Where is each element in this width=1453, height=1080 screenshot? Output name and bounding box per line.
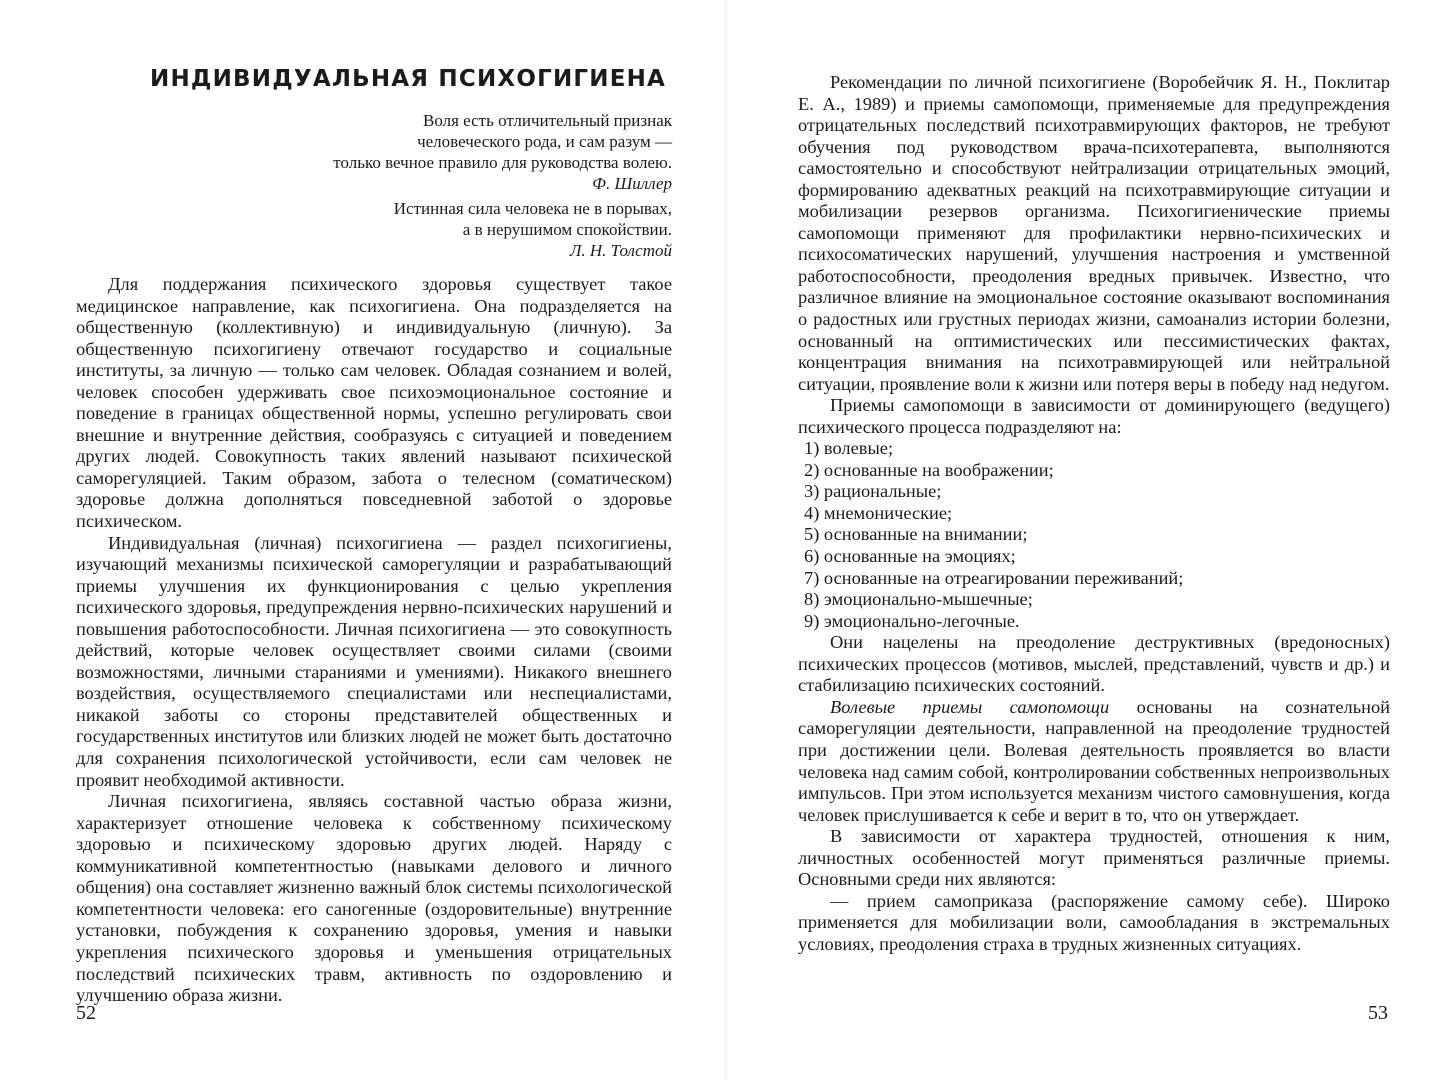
epigraph-line: человеческого рода, и сам разум — <box>417 132 672 151</box>
epigraph-author: Ф. Шиллер <box>592 174 672 193</box>
list-item: 1) волевые; <box>804 438 894 459</box>
list-item: 5) основанные на внимании; <box>804 524 1028 545</box>
right-page <box>726 0 1453 1080</box>
page-number: 53 <box>1368 1002 1388 1024</box>
body-paragraph-volevye <box>798 697 1390 826</box>
body-paragraph: Для поддержания психического здоровья существует такое медицинское направление, как психогигиена. Она подразделяется на общественную (коллективную) и индивидуальную (личную). За общественную психогигиену отвечают государство и социальные институты, за личную — только сам человек. Обладая сознанием и волей, человек способен удерживать свое психоэмоциональное состояние и поведение в границах общественной нормы, успешно регулировать свои внешние и внутренние действия, сообразуясь с ситуацией и поведением других людей. Совокупность таких явлений называют психической саморегуляцией. Таким образом, забота о телесном (соматическом) здоровье должна дополняться повседневной заботой о здоровье психическом. <box>76 274 672 532</box>
list-item: 8) эмоционально-мышечные; <box>804 589 1033 610</box>
epigraph-schiller <box>312 110 672 194</box>
left-body-text <box>76 274 672 1007</box>
italic-term: Волевые приемы самопомощи <box>830 696 1110 717</box>
body-paragraph: Приемы самопомощи в зависимости от доминирующего (ведущего) психического процесса подразделяют на: <box>798 395 1390 437</box>
list-item: 2) основанные на воображении; <box>804 459 1054 480</box>
page-number: 52 <box>76 1002 96 1024</box>
right-body-text <box>798 72 1390 955</box>
epigraph-line: Воля есть отличительный признак <box>422 111 672 130</box>
epigraph-tolstoy <box>312 198 672 261</box>
body-paragraph: Личная психогигиена, являясь составной частью образа жизни, характеризует отношение человека к собственному психическому здоровью и психическому здоровью других людей. Наряду с коммуникативной компетентностью (навыками делового и личного общения) она составляет жизненно важный блок системы психологической компетентности человека: его саногенные (оздоровительные) внутренние установки, побуждения к сохранению здоровья, умения и навыки укрепления психического здоровья и уменьшения отрицательных последствий психических травм, активность по оздоровлению и улучшению образа жизни. <box>76 791 672 1006</box>
list-item: 6) основанные на эмоциях; <box>804 546 1016 567</box>
list-item: 9) эмоционально-легочные. <box>804 610 1020 631</box>
body-paragraph: В зависимости от характера трудностей, отношения к ним, личностных особенностей могут применяться различные приемы. Основными среди них являются: <box>798 826 1390 890</box>
body-paragraph: Они нацелены на преодоление деструктивных (вредоносных) психических процессов (мотивов, мыслей, представлений, чувств и др.) и стабилизацию психических состояний. <box>798 632 1390 696</box>
body-paragraph: Рекомендации по личной психогигиене (Воробейчик Я. Н., Поклитар Е. А., 1989) и приемы самопомощи, применяемые для предупреждения отрицательных последствий психотравмирующих факторов, не требуют обучения под руководством врача-психотерапевта, выполняются самостоятельно и способствуют нейтрализации отрицательных эмоций, формированию адекватных реакций на психотравмирующие ситуации и мобилизации резервов организма. Психогигиенические приемы самопомощи применяют для профилактики нервно-психических и психосоматических нарушений, улучшения настроения и умственной работоспособности, преодоления вредных привычек. Известно, что различное влияние на эмоциональное состояние оказывают воспоминания о радостных или грустных периодах жизни, самоанализ истории болезни, основанный на оптимистических или пессимистических фактах, концентрация внимания на психотравмирующей или нейтральной ситуации, проявление воли к жизни или потеря веры в победу над недугом. <box>798 72 1390 394</box>
chapter-title: ИНДИВИДУАЛЬНАЯ ПСИХОГИГИЕНА <box>150 66 667 92</box>
list-item: 7) основанные на отреагировании переживаний; <box>804 567 1184 588</box>
epigraph-author: Л. Н. Толстой <box>569 241 672 260</box>
epigraph-line: Истинная сила человека не в порывах, <box>393 199 672 218</box>
list-item: 4) мнемонические; <box>804 502 953 523</box>
left-page <box>0 0 726 1080</box>
body-paragraph: — прием самоприказа (распоряжение самому себе). Широко применяется для мобилизации воли, самообладания в экстремальных условиях, преодоления страха в трудных жизненных ситуациях. <box>798 890 1390 954</box>
paragraph-rest: основаны на сознательной саморегуляции деятельности, направленной на преодоление трудностей при достижении цели. Волевая деятельность проявляется во власти человека над самим собой, контролировании собственных непроизвольных импульсов. При этом используется механизм чистого самовнушения, когда человек прислушивается к себе и верит в то, что он утверждает. <box>798 696 1390 825</box>
body-paragraph: Индивидуальная (личная) психогигиена — раздел психогигиены, изучающий механизмы психической саморегуляции и разрабатывающий приемы улучшения их функционирования с целью укрепления психического здоровья, предупреждения нервно-психических нарушений и повышения работоспособности. Личная психогигиена — это совокупность действий, которые человек осуществляет своими силами (своими возможностями, личными стараниями и умениями). Никакого внешнего воздействия, осуществляемого специалистами или неспециалистами, никакой заботы со стороны представителей общественных и государственных институтов или близких людей не может быть достаточно для сохранения психологической устойчивости, если сам человек не проявит необходимой активности. <box>76 532 672 790</box>
epigraph-line: только вечное правило для руководства волею. <box>333 153 672 172</box>
epigraph-line: а в нерушимом спокойствии. <box>462 220 672 239</box>
list-item: 3) рациональные; <box>804 481 942 502</box>
